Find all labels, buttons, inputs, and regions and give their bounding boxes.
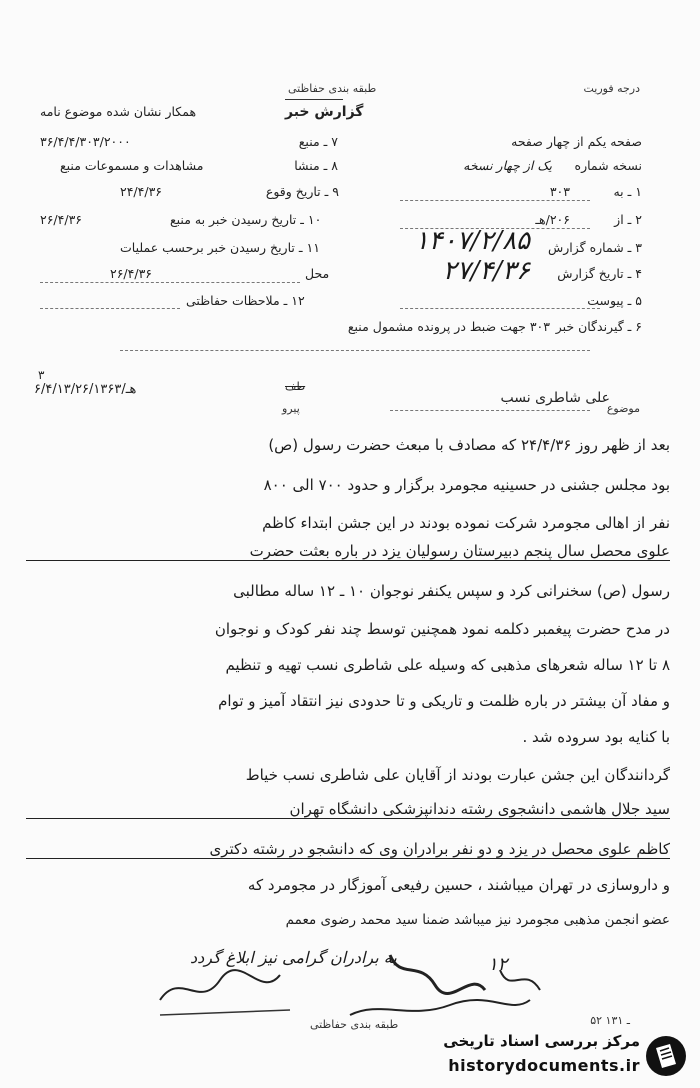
field-to-value: ۳۰۳: [549, 184, 570, 199]
field-operation-date-label: ۱۱ ـ تاریخ رسیدن خبر برحسب عملیات: [120, 240, 320, 255]
priority-label: درجه فوریت: [583, 82, 640, 95]
field-report-number-label: ۳ ـ شماره گزارش: [547, 240, 642, 255]
dotted-line: [40, 282, 300, 283]
body-line: بود مجلس جشنی در حسینیه مجومرد برگزار و حدود ۷۰۰ الی ۸۰۰: [263, 476, 670, 494]
field-report-date-label: ۴ ـ تاریخ گزارش: [557, 266, 642, 281]
dotted-line: [120, 350, 590, 351]
classification-label: طبقه بندی حفاظتی: [288, 82, 377, 95]
field-received-date-value: ۲۶/۴/۳۶: [40, 212, 82, 227]
dotted-line: [400, 308, 600, 309]
field-from-label: ۲ ـ از: [614, 212, 642, 227]
report-subtitle: همکار نشان شده موضوع نامه: [40, 104, 197, 119]
classification-rule: [285, 99, 343, 100]
field-event-date-label: ۹ ـ تاریخ وقوع: [265, 184, 339, 199]
field-attachment-label: ۵ ـ پیوست: [587, 293, 642, 308]
watermark-title: مرکز بررسی اسناد تاریخی: [443, 1032, 640, 1050]
field-report-date-value: ۲۷/۴/۳۶: [442, 256, 530, 286]
field-location-value: ۲۶/۴/۳۶: [110, 266, 152, 281]
field-to-label: ۱ ـ به: [613, 184, 642, 199]
field-copy-value: یک از چهار نسخه: [463, 158, 552, 173]
body-line: و مفاد آن بیشتر در باره ظلمت و تاریکی و تا حدودی نیز انتقاد آمیز و توام: [218, 692, 670, 710]
field-security-notes-label: ۱۲ ـ ملاحظات حفاظتی: [186, 293, 305, 308]
field-origin-value: مشاهدات و مسموعات منبع: [60, 158, 204, 173]
handwritten-note: به برادران گرامی نیز ابلاغ گردد: [190, 948, 397, 967]
stamp-label: طف: [285, 380, 306, 393]
page-number: ۳: [38, 368, 45, 382]
subject-stamp: ۶/۴/۱۳/هـ/۲۶/۱۳۶۳: [34, 382, 137, 397]
body-line: با کنایه بود سروده شد .: [522, 728, 670, 746]
body-line: ۸ تا ۱۲ ساله شعرهای مذهبی که وسیله علی شاطری نسب تهیه و تنظیم: [225, 656, 670, 674]
doc-number: ۱۲: [488, 954, 508, 975]
body-line: علوی محصل سال پنجم دبیرستان رسولیان یزد در باره بعثت حضرت: [26, 542, 670, 561]
body-line: نفر از اهالی مجومرد شرکت نموده بودند در این جشن ابتداء کاظم: [262, 514, 670, 532]
body-line: عضو انجمن مذهبی مجومرد نیز میباشد ضمنا سید محمد رضوی معمم: [285, 912, 670, 928]
field-received-date-label: ۱۰ ـ تاریخ رسیدن خبر به منبع: [170, 212, 322, 227]
subject-underline: [390, 410, 590, 411]
footer-classification-label: طبقه بندی حفاظتی: [310, 1018, 399, 1031]
report-title: گزارش خبر: [285, 104, 364, 120]
body-line: سید جلال هاشمی دانشجوی رشته دندانپزشکی دانشگاه تهران: [26, 800, 670, 819]
field-source-value: ۳۶/۴/۴/۳۰۳/۲۰۰۰: [40, 134, 131, 149]
field-report-number-value: ۱۴۰۷/۲/۸۵: [414, 226, 530, 256]
archive-logo-icon: [644, 1034, 688, 1078]
body-line: گردانندگان این جشن عبارت بودند از آقایان علی شاطری نسب خیاط: [245, 766, 670, 784]
field-recipients-value: ۳۰۳ جهت ضبط در پرونده مشمول منبع: [347, 319, 550, 334]
watermark: [392, 1030, 692, 1084]
watermark-url: historydocuments.ir: [448, 1056, 640, 1075]
dotted-line: [40, 308, 180, 309]
stamp-sub-label: پیرو: [282, 402, 300, 415]
field-event-date-value: ۲۴/۴/۳۶: [120, 184, 162, 199]
field-copy-label: نسخه شماره: [574, 158, 642, 173]
body-line: بعد از ظهر روز ۲۴/۴/۳۶ که مصادف با مبعث حضرت رسول (ص): [268, 436, 670, 454]
subject-label: موضوع: [606, 402, 640, 415]
body-line: در مدح حضرت پیغمبر دکلمه نمود همچنین توسط چند نفر کودک و نوجوان: [214, 620, 670, 638]
field-from-value: ۲۰۶/هـ: [535, 212, 570, 227]
field-location-label: محل: [305, 266, 330, 281]
field-recipients-label: ۶ ـ گیرندگان خبر: [555, 319, 642, 334]
dotted-line: [400, 200, 590, 201]
body-line: کاظم علوی محصل در یزد و دو نفر برادران وی که دانشجو در رشته دکتری: [26, 840, 670, 859]
field-origin-label: ۸ ـ منشا: [294, 158, 338, 173]
subject-value: علی شاطری نسب: [500, 390, 610, 406]
footer-code: ۵۲ ـ ۱۳۱: [590, 1014, 630, 1027]
field-page-count: صفحه یکم از چهار صفحه: [511, 134, 642, 149]
field-source-label: ۷ ـ منبع: [298, 134, 338, 149]
body-line: و داروسازی در تهران میباشند ، حسین رفیعی آموزگار در مجومرد که: [247, 876, 670, 894]
body-line: رسول (ص) سخنرانی کرد و سپس یکنفر نوجوان ۱۰ ـ ۱۲ ساله مطالبی: [233, 582, 670, 600]
